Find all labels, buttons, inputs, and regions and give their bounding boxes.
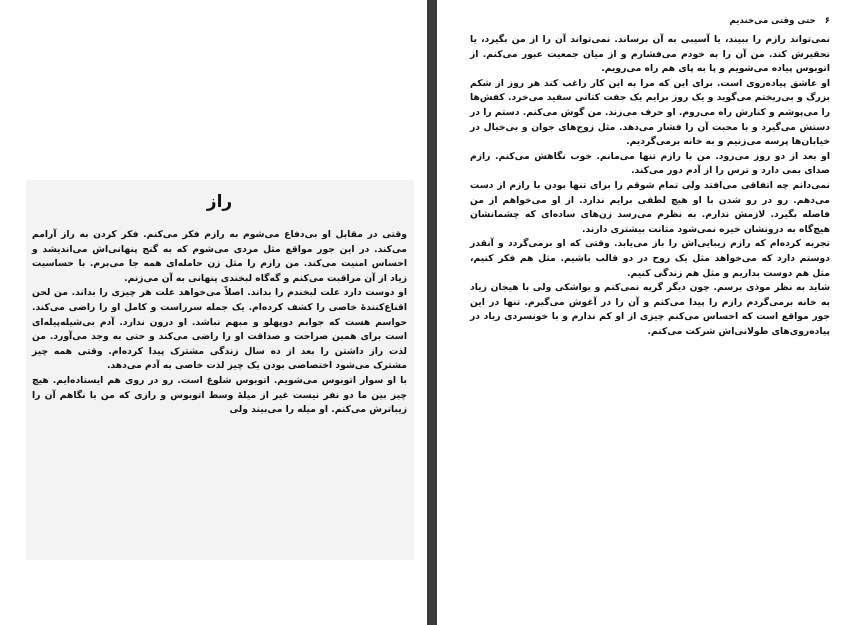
left-paragraph-2: او دوست دارد علت لبخندم را بداند. اصلاً می‌خواهد علت هر چیزی را بداند. من لحن اقناع‌کننده‌ٔ خاصی را کشف کرده‌ام. یک جمله سرراست و کامل او را راضی می‌کند. حواسم هست که جوابم دوپهلو و مبهم نباشد. او درون ندارد. آدم بی‌شیله‌پیله‌ای است برای همین صراحت و صداقت او را راضی می‌کند و حتی به وجد می‌آورد. من لذت راز داشتن را بعد از ده سال زندگی مشترک پیدا کرده‌ام. وقتی همه چیز مشترک می‌شود اختصاصی بودن یک چیز لذت خاصی به آدم می‌دهد. [32,287,407,372]
running-book-title: حتی وقتی می‌خندیم [729,16,816,26]
chapter-title: راز [206,192,233,212]
right-paragraph-4: نمی‌دانم چه اتفاقی می‌افتد ولی تمام شوقم را برای تنها بودن با رازم از دست می‌دهم. رو در رو شدن با او هیچ لطفی برایم ندارد. از او می‌خواهم از من فاصله بگیرد. لازمش ندارم. به نظرم می‌رسد زن‌های ساده‌ای که چشمانشان هیچ‌گاه به درونشان خیره نمی‌شود متانت بیشتری دارند. [470,179,830,235]
right-paragraph-3: او بعد از دو روز می‌رود. من با رازم تنها می‌مانم. خوب نگاهش می‌کنم. رازم صدای بمی دارد و ترس را از آدم دور می‌کند. [470,150,830,177]
right-paragraph-1: نمی‌تواند رازم را ببیند، یا آسیبی به آن برساند. نمی‌تواند آن را از من بگیرد، یا تحقیرش کند. من آن را به خودم می‌فشارم و از میان جمعیت عبور می‌کنم. از اتوبوس پیاده می‌شویم و پا به پای هم راه می‌رویم. [470,34,830,75]
left-page [32,180,407,418]
right-page [470,15,830,339]
page-header [470,15,830,27]
page-number: ۶ [824,16,830,26]
left-paragraph-3: با او سوار اتوبوس می‌شویم. اتوبوس شلوغ است. رو در روی هم ایستاده‌ایم. هیچ چیز بین ما دو نفر نیست غیر از میلهٔ وسط اتوبوس و رازی که من با نگاهم آن را زیباترش می‌کنم. او میله را می‌بیند ولی [32,374,407,416]
left-paragraph-1: وقتی در مقابل او بی‌دفاع می‌شوم به رازم فکر می‌کنم. فکر کردن به راز آرامم می‌کند. در این جور مواقع مثل مردی می‌شوم که به گنج پنهانی‌اش می‌اندیشد و احساس امنیت می‌کند. من رازم را مثل زن حامله‌ای همه جا می‌برم. با حساسیت زیاد از آن مراقبت می‌کنم و گه‌گاه لبخندی پنهانی به آن می‌زنم. [32,229,407,284]
right-paragraph-6: شاید به نظر موذی برسم. چون دیگر گریه نمی‌کنم و یواشکی ولی با هیجان زیاد به خانه برمی‌گردم رازم را پیدا می‌کنم و آن را در آغوش می‌گیرم. تنها در این جور مواقع است که احساس می‌کنم چیزی از او کم ندارم و با خونسردی زیاد در پیاده‌روی‌های طولانی‌اش شرکت می‌کنم. [470,282,830,337]
book-spine [427,0,437,625]
right-paragraph-2: او عاشق پیاده‌روی است. برای این که مرا به این کار راغب کند هر روز از شکم بزرگ و بی‌ریختم می‌گوید و یک روز برایم یک جفت کتانی سفید می‌خرد. کفش‌ها را می‌پوشم و کنارش راه می‌روم. او حرف می‌زند. من گوش می‌کنم. دستم را در دستش می‌گیرد و با محبت آن را فشار می‌دهد. مثل زوج‌های جوان و بی‌خیال در خیابان‌ها پرسه می‌زنیم و به خانه برمی‌گردیم. [470,77,830,148]
right-paragraph-5: تجربه کرده‌ام که رازم زیبایی‌اش را باز می‌یابد. وقتی که او برمی‌گردد و آنقدر دوستم دارد که می‌خواهد مثل یک روح در دو قالب باشیم. مثل هم فکر کنیم، مثل هم دوست بداریم و مثل هم زندگی کنیم. [470,238,830,279]
